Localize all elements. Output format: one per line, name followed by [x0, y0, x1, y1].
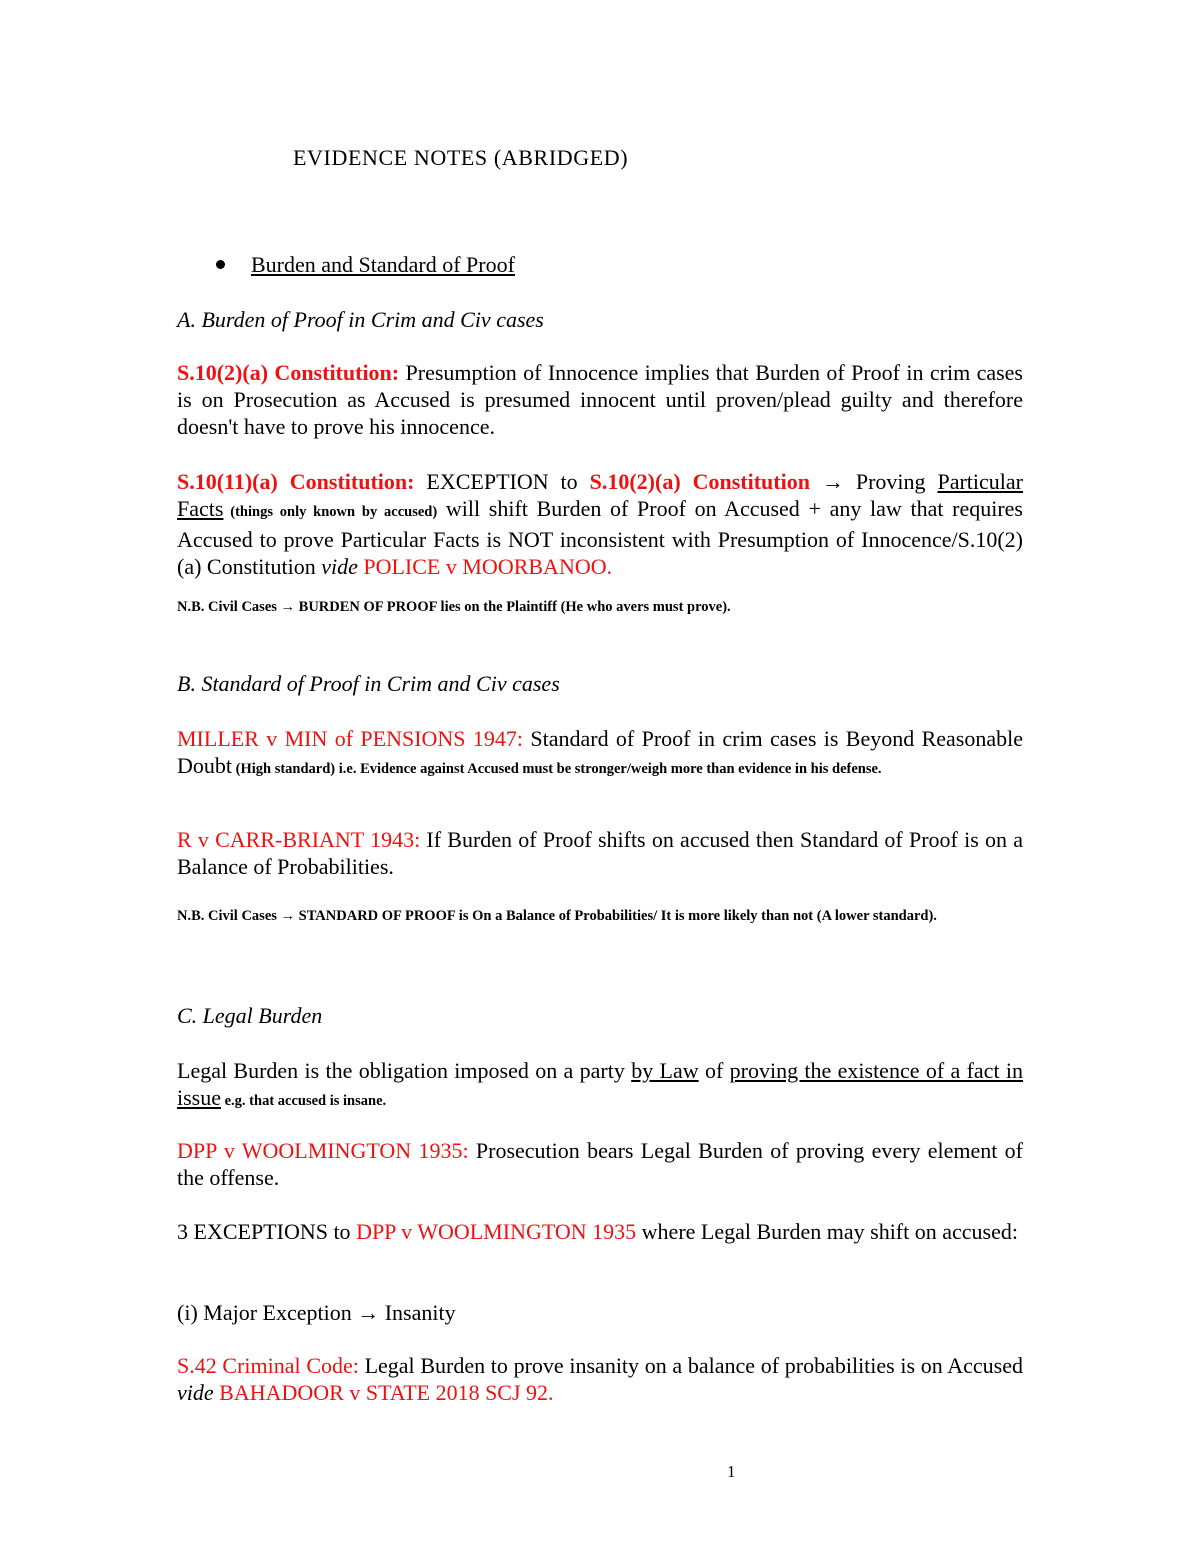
section-c-paragraph-1: Legal Burden is the obligation imposed on a party by Law of proving the existence of a fact in issue e.g. that accused is insane.: [177, 1058, 1024, 1110]
statute-ref: S.42 Criminal Code:: [177, 1353, 359, 1378]
statute-ref: S.10(11)(a) Constitution:: [177, 469, 415, 494]
section-c-paragraph-3: 3 EXCEPTIONS to DPP v WOOLMINGTON 1935 where Legal Burden may shift on accused:: [177, 1219, 1018, 1244]
bullet-label: Burden and Standard of Proof: [251, 252, 515, 277]
section-a-paragraph-2: S.10(11)(a) Constitution: EXCEPTION to S.10(2)(a) Constitution → Proving Particular Facts (things only known by accused) will shift Burden of Proof on Accused + any law that requires Accused to prove Particular Facts is NOT inconsistent with Presumption of Innocence/S.10(2)(a) Constitution vide POLICE v MOORBANOO.: [177, 469, 1023, 579]
section-b-heading: B. Standard of Proof in Crim and Civ cases: [177, 671, 560, 696]
section-b-paragraph-1: MILLER v MIN of PENSIONS 1947: Standard of Proof in crim cases is Beyond Reasonable Doubt (High standard) i.e. Evidence against Accused must be stronger/weigh more than evidence in his defense.: [177, 726, 1024, 778]
section-c-paragraph-2: DPP v WOOLMINGTON 1935: Prosecution bears Legal Burden of proving every element of the offense.: [177, 1138, 1023, 1190]
section-a-paragraph-1: S.10(2)(a) Constitution: Presumption of Innocence implies that Burden of Proof in crim cases is on Prosecution as Accused is presumed innocent until proven/plead guilty and therefore doesn't have to prove his innocence.: [177, 360, 1023, 439]
section-b-paragraph-2: R v CARR-BRIANT 1943: If Burden of Proof shifts on accused then Standard of Proof is on a Balance of Probabilities.: [177, 827, 1023, 879]
case-ref: MILLER v MIN of PENSIONS 1947:: [177, 726, 524, 751]
section-c-paragraph-4: (i) Major Exception → Insanity: [177, 1300, 456, 1325]
section-a-note: N.B. Civil Cases → BURDEN OF PROOF lies on the Plaintiff (He who avers must prove).: [177, 599, 731, 615]
statute-ref: S.10(2)(a) Constitution: [589, 469, 810, 494]
case-ref: R v CARR-BRIANT 1943:: [177, 827, 421, 852]
case-ref: DPP v WOOLMINGTON 1935:: [177, 1138, 469, 1163]
section-c-paragraph-5: S.42 Criminal Code: Legal Burden to prove insanity on a balance of probabilities is on Accused vide BAHADOOR v STATE 2018 SCJ 92.: [177, 1353, 1024, 1405]
section-c-heading: C. Legal Burden: [177, 1003, 323, 1028]
section-b-note: N.B. Civil Cases → STANDARD OF PROOF is On a Balance of Probabilities/ It is more likely than not (A lower standard).: [177, 908, 937, 924]
page-number: 1: [727, 1462, 736, 1481]
section-a-heading: A. Burden of Proof in Crim and Civ cases: [177, 307, 544, 332]
case-ref: DPP v WOOLMINGTON 1935: [356, 1219, 637, 1244]
bullet-icon: [216, 260, 225, 269]
document-title: EVIDENCE NOTES (ABRIDGED): [293, 145, 629, 170]
case-ref: BAHADOOR v STATE 2018 SCJ 92.: [213, 1380, 554, 1405]
statute-ref: S.10(2)(a) Constitution:: [177, 360, 400, 385]
case-ref: POLICE v MOORBANOO.: [357, 554, 613, 579]
bullet-item: [216, 251, 515, 278]
